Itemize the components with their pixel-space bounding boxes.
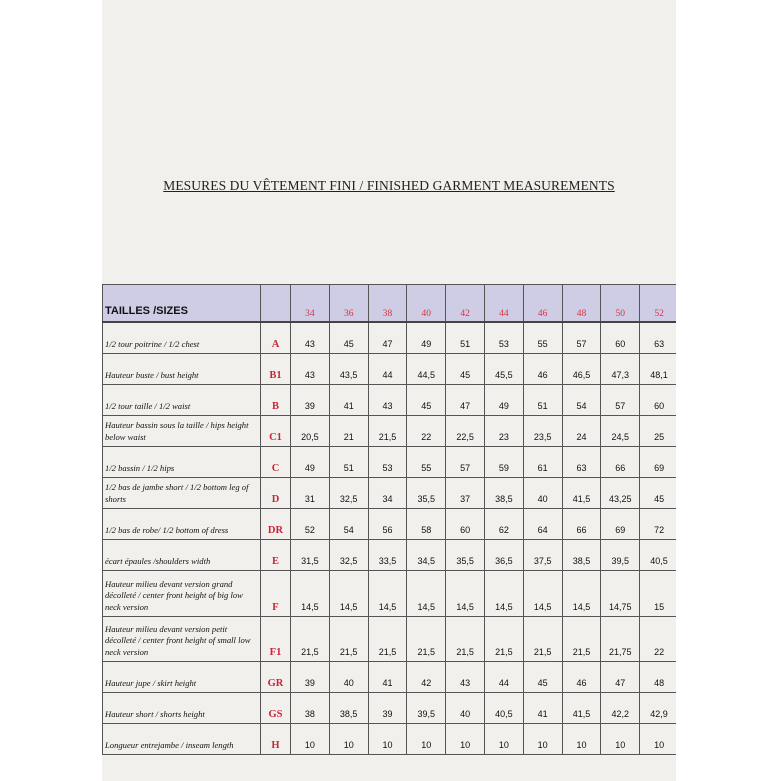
table-row bbox=[103, 693, 677, 724]
measurement-value: 38,5 bbox=[329, 693, 368, 724]
size-header: 44 bbox=[484, 285, 523, 323]
measurement-value: 57 bbox=[601, 385, 640, 416]
measurement-value: 20,5 bbox=[291, 416, 330, 447]
measurement-code: B bbox=[261, 385, 291, 416]
table-row bbox=[103, 447, 677, 478]
measurement-value: 52 bbox=[291, 509, 330, 540]
measurement-value: 42,2 bbox=[601, 693, 640, 724]
measurement-value: 10 bbox=[523, 724, 562, 755]
measurement-value: 33,5 bbox=[368, 540, 407, 571]
measurement-value: 22 bbox=[407, 416, 446, 447]
measurement-value: 10 bbox=[407, 724, 446, 755]
measurement-value: 21,5 bbox=[368, 416, 407, 447]
measurement-value: 21,5 bbox=[523, 617, 562, 662]
measurement-value: 48,1 bbox=[640, 354, 676, 385]
measurement-value: 15 bbox=[640, 571, 676, 617]
measurement-value: 51 bbox=[523, 385, 562, 416]
measurement-value: 47,3 bbox=[601, 354, 640, 385]
measurement-value: 47 bbox=[446, 385, 485, 416]
measurement-label: Hauteur bassin sous la taille / hips height below waist bbox=[103, 416, 261, 447]
measurement-value: 21,5 bbox=[484, 617, 523, 662]
measurement-value: 44 bbox=[484, 662, 523, 693]
measurement-value: 38 bbox=[291, 693, 330, 724]
measurement-value: 46 bbox=[523, 354, 562, 385]
measurement-value: 38,5 bbox=[562, 540, 601, 571]
measurement-value: 10 bbox=[446, 724, 485, 755]
measurement-value: 10 bbox=[640, 724, 676, 755]
size-header: 40 bbox=[407, 285, 446, 323]
measurement-value: 59 bbox=[484, 447, 523, 478]
size-header: 46 bbox=[523, 285, 562, 323]
table-row bbox=[103, 571, 677, 617]
measurement-value: 39 bbox=[291, 662, 330, 693]
measurement-code: B1 bbox=[261, 354, 291, 385]
measurement-value: 40,5 bbox=[484, 693, 523, 724]
measurement-value: 22 bbox=[640, 617, 676, 662]
measurement-value: 62 bbox=[484, 509, 523, 540]
measurement-value: 35,5 bbox=[407, 478, 446, 509]
measurement-value: 21,5 bbox=[368, 617, 407, 662]
measurement-label: 1/2 bas de jambe short / 1/2 bottom leg of shorts bbox=[103, 478, 261, 509]
measurement-code: F1 bbox=[261, 617, 291, 662]
measurement-value: 63 bbox=[562, 447, 601, 478]
measurement-code: H bbox=[261, 724, 291, 755]
size-header: 36 bbox=[329, 285, 368, 323]
measurement-value: 14,5 bbox=[291, 571, 330, 617]
measurement-value: 21,5 bbox=[407, 617, 446, 662]
measurement-value: 21,5 bbox=[329, 617, 368, 662]
measurement-value: 54 bbox=[329, 509, 368, 540]
measurement-value: 31,5 bbox=[291, 540, 330, 571]
measurement-value: 58 bbox=[407, 509, 446, 540]
code-header-cell bbox=[261, 285, 291, 323]
table-row bbox=[103, 540, 677, 571]
measurement-value: 39 bbox=[368, 693, 407, 724]
measurement-value: 45 bbox=[329, 322, 368, 354]
measurement-label: Longueur entrejambe / inseam length bbox=[103, 724, 261, 755]
table-row bbox=[103, 509, 677, 540]
measurement-value: 34,5 bbox=[407, 540, 446, 571]
size-header: 52 bbox=[640, 285, 676, 323]
measurement-value: 10 bbox=[484, 724, 523, 755]
measurement-value: 46,5 bbox=[562, 354, 601, 385]
measurement-value: 21,5 bbox=[562, 617, 601, 662]
measurement-value: 45 bbox=[446, 354, 485, 385]
measurement-value: 49 bbox=[484, 385, 523, 416]
measurement-value: 45,5 bbox=[484, 354, 523, 385]
measurement-value: 45 bbox=[640, 478, 676, 509]
measurement-value: 69 bbox=[640, 447, 676, 478]
measurement-code: D bbox=[261, 478, 291, 509]
measurement-label: 1/2 tour taille / 1/2 waist bbox=[103, 385, 261, 416]
measurement-value: 41,5 bbox=[562, 693, 601, 724]
measurement-value: 41 bbox=[523, 693, 562, 724]
measurement-code: GS bbox=[261, 693, 291, 724]
measurement-value: 37 bbox=[446, 478, 485, 509]
measurement-value: 35,5 bbox=[446, 540, 485, 571]
measurement-value: 43 bbox=[446, 662, 485, 693]
measurement-value: 66 bbox=[562, 509, 601, 540]
measurement-value: 43 bbox=[291, 322, 330, 354]
measurement-value: 49 bbox=[291, 447, 330, 478]
measurement-label: Hauteur jupe / skirt height bbox=[103, 662, 261, 693]
measurement-value: 45 bbox=[523, 662, 562, 693]
measurement-value: 60 bbox=[446, 509, 485, 540]
measurement-label: Hauteur short / shorts height bbox=[103, 693, 261, 724]
measurement-value: 21,75 bbox=[601, 617, 640, 662]
measurement-code: C bbox=[261, 447, 291, 478]
size-header: 38 bbox=[368, 285, 407, 323]
measurement-label: écart épaules /shoulders width bbox=[103, 540, 261, 571]
measurement-value: 72 bbox=[640, 509, 676, 540]
measurement-value: 14,5 bbox=[368, 571, 407, 617]
measurement-value: 40 bbox=[523, 478, 562, 509]
measurement-value: 45 bbox=[407, 385, 446, 416]
page-title: MESURES DU VÊTEMENT FINI / FINISHED GARMENT MEASUREMENTS bbox=[163, 178, 615, 193]
measurement-value: 64 bbox=[523, 509, 562, 540]
table-row bbox=[103, 724, 677, 755]
measurement-value: 32,5 bbox=[329, 540, 368, 571]
measurement-code: E bbox=[261, 540, 291, 571]
measurement-value: 14,5 bbox=[407, 571, 446, 617]
measurement-value: 14,5 bbox=[329, 571, 368, 617]
measurement-value: 48 bbox=[640, 662, 676, 693]
measurement-value: 60 bbox=[601, 322, 640, 354]
measurement-value: 22,5 bbox=[446, 416, 485, 447]
measurement-value: 54 bbox=[562, 385, 601, 416]
measurement-value: 10 bbox=[601, 724, 640, 755]
measurement-value: 57 bbox=[562, 322, 601, 354]
measurement-value: 14,5 bbox=[523, 571, 562, 617]
measurement-value: 49 bbox=[407, 322, 446, 354]
measurement-value: 37,5 bbox=[523, 540, 562, 571]
measurement-value: 10 bbox=[368, 724, 407, 755]
size-header: 50 bbox=[601, 285, 640, 323]
measurement-value: 43,5 bbox=[329, 354, 368, 385]
measurement-value: 55 bbox=[407, 447, 446, 478]
measurement-value: 40,5 bbox=[640, 540, 676, 571]
measurement-value: 32,5 bbox=[329, 478, 368, 509]
measurement-value: 42,9 bbox=[640, 693, 676, 724]
measurement-value: 39,5 bbox=[407, 693, 446, 724]
measurement-value: 63 bbox=[640, 322, 676, 354]
measurement-value: 31 bbox=[291, 478, 330, 509]
size-header: 42 bbox=[446, 285, 485, 323]
measurement-value: 47 bbox=[601, 662, 640, 693]
measurement-code: DR bbox=[261, 509, 291, 540]
measurement-code: GR bbox=[261, 662, 291, 693]
measurement-value: 57 bbox=[446, 447, 485, 478]
measurement-value: 10 bbox=[291, 724, 330, 755]
measurement-value: 38,5 bbox=[484, 478, 523, 509]
measurement-label: 1/2 bas de robe/ 1/2 bottom of dress bbox=[103, 509, 261, 540]
measurement-value: 41,5 bbox=[562, 478, 601, 509]
measurement-value: 46 bbox=[562, 662, 601, 693]
measurement-label: 1/2 tour poitrine / 1/2 chest bbox=[103, 322, 261, 354]
measurement-value: 36,5 bbox=[484, 540, 523, 571]
measurement-value: 41 bbox=[368, 662, 407, 693]
measurement-value: 43,25 bbox=[601, 478, 640, 509]
measurement-label: Hauteur milieu devant version grand décolleté / center front height of big low neck version bbox=[103, 571, 261, 617]
measurement-code: A bbox=[261, 322, 291, 354]
measurement-value: 53 bbox=[484, 322, 523, 354]
measurement-value: 53 bbox=[368, 447, 407, 478]
measurement-code: C1 bbox=[261, 416, 291, 447]
table-row bbox=[103, 478, 677, 509]
measurement-value: 43 bbox=[291, 354, 330, 385]
measurement-label: Hauteur milieu devant version petit décolleté / center front height of small low neck version bbox=[103, 617, 261, 662]
measurement-label: Hauteur buste / bust height bbox=[103, 354, 261, 385]
measurement-value: 21 bbox=[329, 416, 368, 447]
measurement-value: 24 bbox=[562, 416, 601, 447]
sizes-header-label: TAILLES /SIZES bbox=[103, 285, 261, 323]
measurement-value: 69 bbox=[601, 509, 640, 540]
measurement-value: 24,5 bbox=[601, 416, 640, 447]
measurement-value: 44,5 bbox=[407, 354, 446, 385]
table-row bbox=[103, 385, 677, 416]
measurement-value: 10 bbox=[562, 724, 601, 755]
table-row bbox=[103, 617, 677, 662]
measurement-value: 40 bbox=[329, 662, 368, 693]
measurement-value: 21,5 bbox=[446, 617, 485, 662]
measurement-value: 60 bbox=[640, 385, 676, 416]
measurements-table bbox=[102, 284, 676, 755]
measurement-value: 10 bbox=[329, 724, 368, 755]
measurement-value: 47 bbox=[368, 322, 407, 354]
measurement-value: 40 bbox=[446, 693, 485, 724]
measurement-value: 41 bbox=[329, 385, 368, 416]
table-row bbox=[103, 322, 677, 354]
measurement-label: 1/2 bassin / 1/2 hips bbox=[103, 447, 261, 478]
measurement-code: F bbox=[261, 571, 291, 617]
measurement-value: 21,5 bbox=[291, 617, 330, 662]
measurement-value: 55 bbox=[523, 322, 562, 354]
measurement-value: 34 bbox=[368, 478, 407, 509]
measurement-value: 51 bbox=[446, 322, 485, 354]
measurement-value: 14,5 bbox=[484, 571, 523, 617]
header-row bbox=[103, 285, 677, 323]
table-row bbox=[103, 662, 677, 693]
measurement-value: 44 bbox=[368, 354, 407, 385]
measurement-value: 42 bbox=[407, 662, 446, 693]
measurement-value: 25 bbox=[640, 416, 676, 447]
table-row bbox=[103, 354, 677, 385]
table-row bbox=[103, 416, 677, 447]
measurement-value: 51 bbox=[329, 447, 368, 478]
measurement-value: 66 bbox=[601, 447, 640, 478]
measurement-value: 56 bbox=[368, 509, 407, 540]
measurement-value: 23,5 bbox=[523, 416, 562, 447]
measurement-value: 23 bbox=[484, 416, 523, 447]
size-header: 34 bbox=[291, 285, 330, 323]
measurement-value: 14,75 bbox=[601, 571, 640, 617]
measurement-value: 39 bbox=[291, 385, 330, 416]
measurement-value: 43 bbox=[368, 385, 407, 416]
measurement-value: 39,5 bbox=[601, 540, 640, 571]
measurement-value: 14,5 bbox=[446, 571, 485, 617]
measurement-value: 14,5 bbox=[562, 571, 601, 617]
measurement-value: 61 bbox=[523, 447, 562, 478]
size-header: 48 bbox=[562, 285, 601, 323]
document-page bbox=[102, 0, 676, 781]
